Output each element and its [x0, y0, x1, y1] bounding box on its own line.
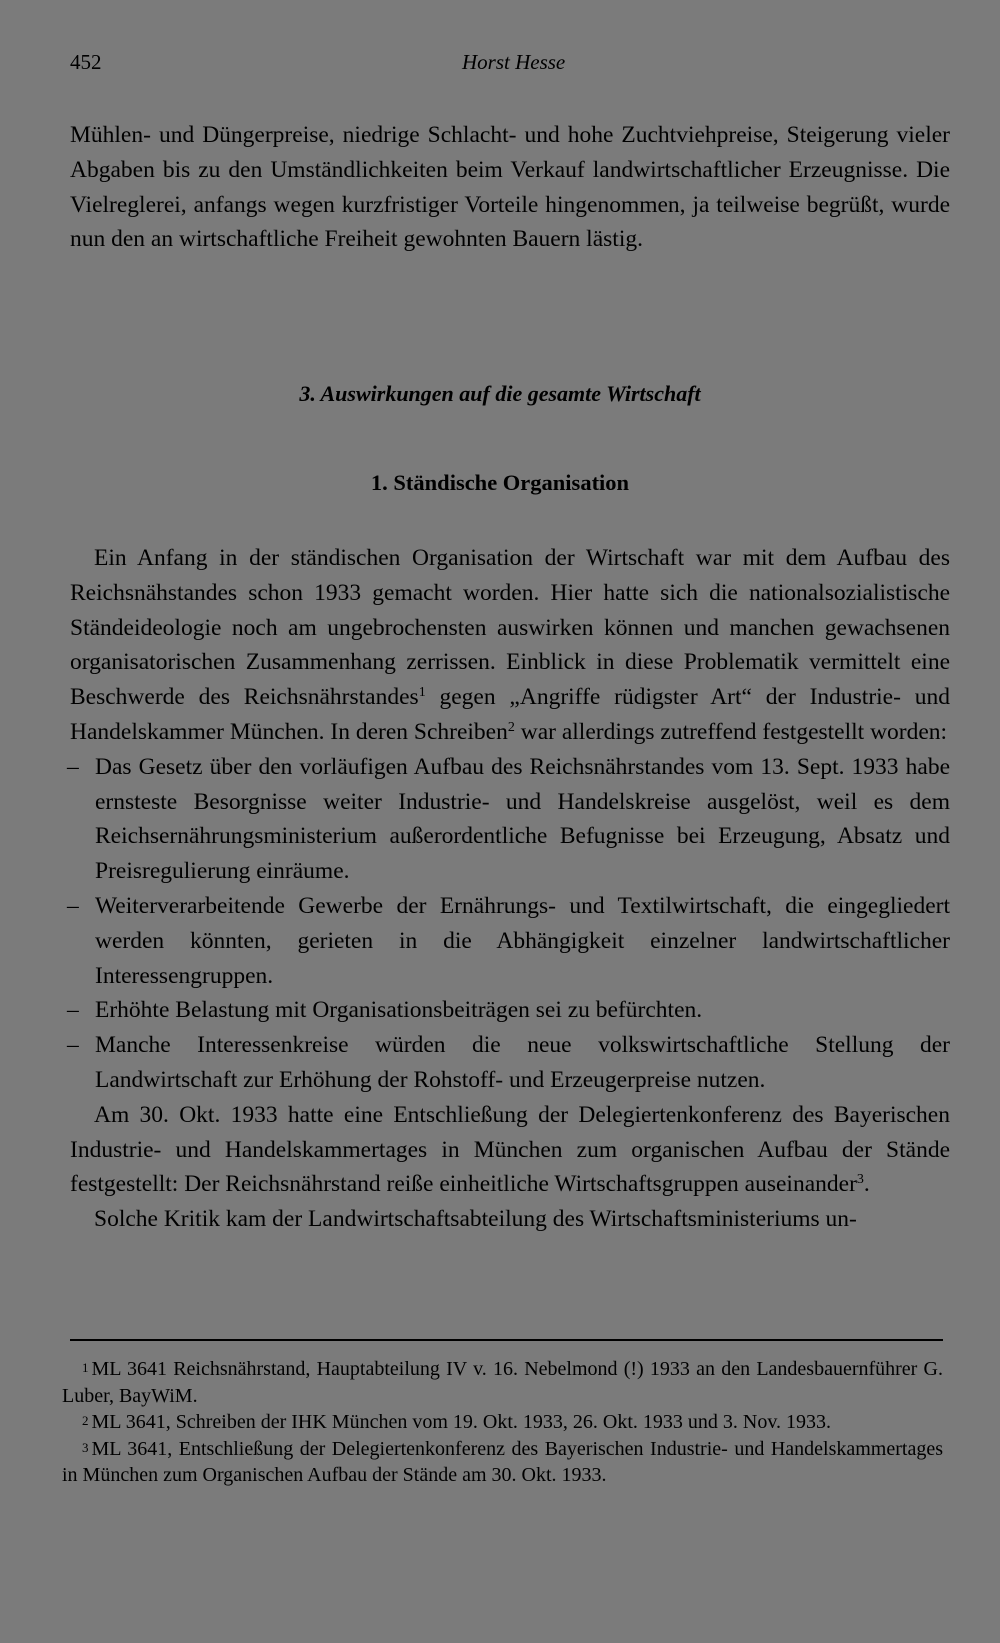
body-paragraph: Solche Kritik kam der Landwirtschaftsabteilung des Wirtschaftsministeriums un- [94, 1206, 857, 1233]
body-paragraph-text: Ein Anfang in der ständischen Organisation der Wirtschaft war mit dem Aufbau des Reichsnähstandes schon 1933 gemacht worden. Hier hatte sich die nationalsozialistische Ständeideologie noch am ungebrochensten auswirken können und manchen gewachsenen organisatorischen Zusammenhang zerrissen. Einblick in diese Problematik vermittelt eine Beschwerde des Reichsnährstandes [70, 545, 950, 711]
footnote-ref: 3 [856, 1172, 864, 1188]
dash-bullet: – [67, 753, 79, 780]
list-item-text: Weiterverarbeitende Gewerbe der Ernährungs- und Textilwirtschaft, die eingegliedert werden könnten, gerieten in die Abhängigkeit einzelner landwirtschaftlicher Interessengruppen. [95, 892, 950, 989]
section-title: 3. Auswirkungen auf die gesamte Wirtschaft [299, 381, 701, 406]
footnote-text: ML 3641 Reichsnährstand, Hauptabteilung IV v. 16. Nebelmond (!) 1933 an den Landesbauernführer G. Luber, BayWiM. [62, 1358, 943, 1407]
footnote-text: ML 3641, Entschließung der Delegiertenkonferenz des Bayerischen Industrie- und Handelskammertages in München zum Organischen Aufbau der Stände am 30. Okt. 1933. [62, 1437, 943, 1486]
body-paragraph-text: gegen „Angriffe rüdigster Art“ der Industrie- und Handelskammer München. In deren Schreiben [70, 684, 950, 745]
dash-bullet: – [67, 892, 79, 919]
list-item [67, 993, 950, 1028]
body-paragraph-text: war allerdings zutreffend festgestellt worden: [514, 718, 948, 745]
footnote-text: ML 3641, Schreiben der IHK München vom 19. Okt. 1933, 26. Okt. 1933 und 3. Nov. 1933. [91, 1411, 832, 1433]
list-item [67, 889, 950, 993]
list-item-text: Erhöhte Belastung mit Organisationsbeiträgen sei zu befürchten. [95, 997, 703, 1024]
body-paragraph-text: . [863, 1171, 870, 1198]
body-paragraph [70, 1098, 950, 1202]
list-item-text: Manche Interessenkreise würden die neue volkswirtschaftliche Stellung der Landwirtschaft zur Erhöhung der Rohstoff- und Erzeugerpreise nutzen. [95, 1032, 950, 1093]
body-paragraph-text: Am 30. Okt. 1933 hatte eine Entschließung der Delegiertenkonferenz des Bayerischen Industrie- und Handelskammertages in München zum organischen Aufbau der Stände festgestellt: Der Reichsnährstand reiße einheitliche Wirtschaftsgruppen auseinander [70, 1101, 950, 1198]
running-head: Horst Hesse [462, 50, 566, 74]
footnote [62, 1436, 943, 1489]
footnote [62, 1356, 943, 1409]
footnote-ref: 2 [507, 719, 515, 735]
intro-paragraph: Mühlen- und Düngerpreise, niedrige Schlacht- und hohe Zuchtviehpreise, Steigerung vieler Abgaben bis zu den Umständlichkeiten beim Verkauf landwirtschaftlicher Erzeugnisse. Die Vielreglerei, anfangs wegen kurzfristiger Vorteile hingenommen, ja teilweise begrüßt, wurde nun den an wirtschaftliche Freiheit gewohnten Bauern lästig. [70, 122, 950, 253]
footnote-mark: 2 [82, 1413, 89, 1428]
list-item [67, 750, 950, 889]
body-paragraph [70, 541, 950, 750]
subsection-title: 1. Ständische Organisation [370, 470, 630, 495]
footnote [62, 1409, 943, 1436]
body-text [67, 541, 950, 1237]
footnote-divider [70, 1339, 943, 1341]
page-number: 452 [70, 50, 102, 74]
list-item [67, 1028, 950, 1098]
footnote-ref: 1 [418, 685, 426, 701]
footnotes [62, 1356, 943, 1489]
dash-bullet: – [67, 997, 79, 1024]
footnote-mark: 1 [82, 1360, 89, 1375]
dash-bullet: – [67, 1032, 79, 1059]
list-item-text: Das Gesetz über den vorläufigen Aufbau des Reichsnährstandes vom 13. Sept. 1933 habe ernsteste Besorgnisse weiter Industrie- und Handelskreise ausgelöst, weil es dem Reichsernährungsministerium außerordentliche Befugnisse bei Erzeugung, Absatz und Preisregulierung einräume. [95, 753, 950, 885]
footnote-mark: 3 [82, 1439, 89, 1455]
page-header [70, 44, 950, 84]
